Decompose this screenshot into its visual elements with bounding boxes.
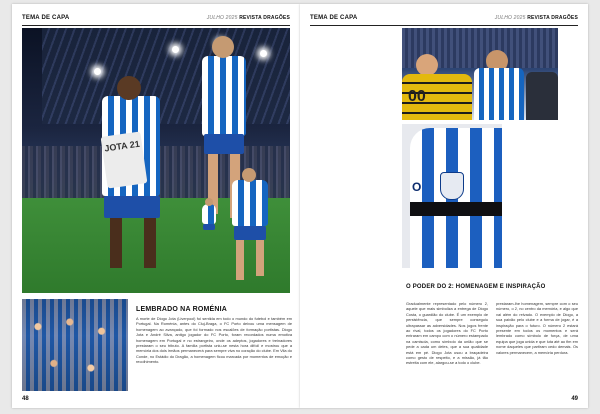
hero-photo bbox=[22, 28, 290, 293]
shirt-message: JOTA 21 bbox=[103, 138, 141, 154]
staff-member bbox=[526, 72, 558, 120]
header-rule bbox=[310, 25, 578, 26]
issue-date: JULHO 2025 bbox=[494, 15, 526, 21]
stadium-roof bbox=[42, 28, 290, 124]
players-photo bbox=[402, 28, 558, 120]
article-title: O PODER DO 2: HOMENAGEM E INSPIRAÇÃO bbox=[406, 284, 546, 290]
floodlight bbox=[172, 46, 179, 53]
article-lembrado bbox=[136, 306, 292, 365]
right-header bbox=[310, 14, 578, 24]
publication-name: REVISTA DRAGÕES bbox=[527, 15, 578, 21]
armband-photo bbox=[402, 124, 502, 268]
player-head bbox=[416, 54, 438, 76]
article-column-1: Gradualmente representado pelo número 2, aquele que mais simboliza a entrega de Diogo Costa, o guardião do clube. É um exemplo de persistência, que sempre conseguiu ultrapassar as adversidades. Nos jogos frente ao rival, todos os jogadores do FC Porto entraram em campo com o número estampado na camisola, como símbolo da união que se pede a cada um deles, que a sua qualidade está em pé. Diogo Jota usou a braçadeira como gesto de respeito, e a missão, já tão estreita com ele, alargou-se a todo o clube. bbox=[406, 301, 488, 366]
black-armband bbox=[410, 202, 502, 216]
section-label: TEMA DE CAPA bbox=[22, 15, 70, 21]
right-page bbox=[300, 4, 588, 408]
page-number: 49 bbox=[571, 396, 578, 402]
article-body: A morte de Diogo Jota (Liverpool) foi sentida em todo o mundo do futebol e também em Portugal. Na Roménia, antes do Cluj-Braga, o FC Porto deixou uma mensagem de homenagem ao avançado, que foi formado nos escalões de formação portistas. Diogo Jota e André Silva, antigo jogador do FC Porto, foram recordados numa emotiva homenagem em Portugal e no estrangeiro, onde os adeptos, jogadores e treinadores prestaram o seu tributo. A família portista uniu-se nesta hora difícil e mostrou que a memória dos dois irmãos permanecerá para sempre viva no coração do clube. Em Vila do Conde, no Estádio do Dragão, a homenagem ficou marcada por momentos de emoção e recolhimento. bbox=[136, 316, 292, 365]
page-number: 48 bbox=[22, 396, 29, 402]
fans-crowd bbox=[22, 299, 128, 391]
tribute-shirt bbox=[101, 131, 148, 188]
article-poder bbox=[406, 284, 556, 292]
publication-name: REVISTA DRAGÕES bbox=[239, 15, 290, 21]
article-column-2: prestaram-lhe homenagem, sempre com o seu número, o 2, no centro da memória, e algo que vai além do relvado. O exemplo de Diogo, a sua paixão pelo clube e a forma de jogar, é a inspiração para o futuro. O número 2 estará presente em todos os momentos e será lembrado como símbolo de força, de uma equipa que joga unida e que luta até ao fim em nome daqueles que partiram cedo demais. Os valores permanecem, a memória perdura. bbox=[496, 301, 578, 355]
issue-label bbox=[207, 15, 290, 21]
fans-photo bbox=[22, 299, 128, 391]
club-crest-icon bbox=[440, 172, 464, 200]
section-label: TEMA DE CAPA bbox=[310, 15, 358, 21]
article-columns bbox=[406, 301, 578, 366]
left-header bbox=[22, 14, 290, 24]
issue-label bbox=[495, 15, 578, 21]
issue-date: JULHO 2025 bbox=[206, 15, 238, 21]
header-rule bbox=[22, 25, 290, 26]
article-title: LEMBRADO NA ROMÉNIA bbox=[136, 306, 228, 313]
floodlight bbox=[94, 68, 101, 75]
shirt-number: 00 bbox=[408, 88, 426, 105]
shirt-letter: O bbox=[412, 180, 422, 194]
left-page bbox=[12, 4, 300, 408]
floodlight bbox=[260, 50, 267, 57]
porto-shirt bbox=[474, 68, 524, 120]
